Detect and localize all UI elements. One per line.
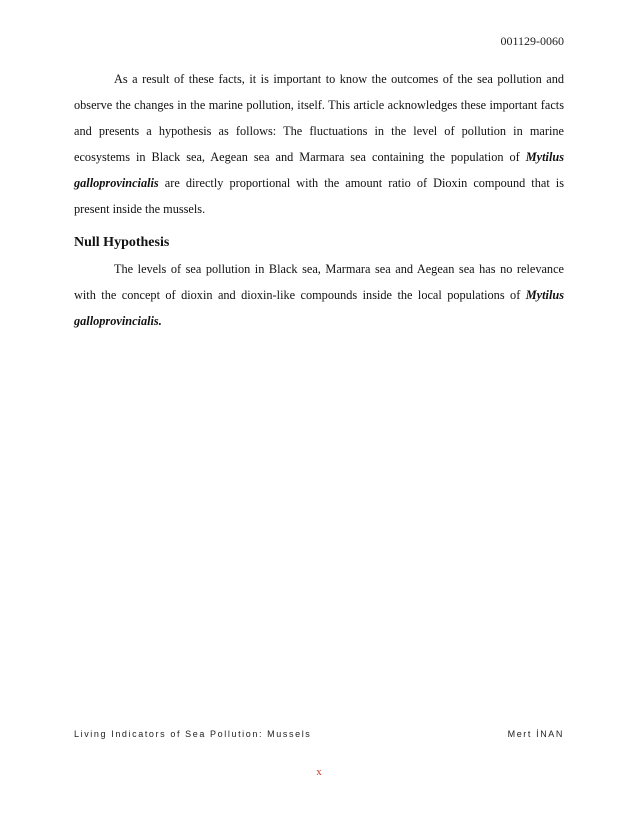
footer-title: Living Indicators of Sea Pollution: Mussels — [74, 729, 312, 739]
document-id: 001129-0060 — [500, 34, 564, 48]
species-name: Mytilus galloprovincialis. — [74, 288, 564, 328]
main-text — [74, 66, 564, 334]
paragraph-null-hypothesis — [74, 256, 564, 334]
paragraph-hypothesis — [74, 66, 564, 222]
footer-author: Mert İNAN — [507, 729, 564, 739]
species-name: Mytilus galloprovincialis — [74, 150, 564, 190]
page-number: x — [316, 766, 322, 778]
paragraph-text: The levels of sea pollution in Black sea, Marmara sea and Aegean sea has no relevance with the concept of dioxin and dioxin-like compounds inside the local populations of — [74, 262, 564, 302]
page-footer — [74, 729, 564, 739]
section-heading: Null Hypothesis — [74, 235, 170, 250]
paragraph-text: As a result of these facts, it is important to know the outcomes of the sea pollution and observe the changes in the marine pollution, itself. This article acknowledges these important facts and presents a hypothesis as follows: The fluctuations in the level of pollution in marine ecosystems in Black sea, Aegean sea and Marmara sea containing the population of — [74, 72, 564, 164]
paragraph-text: are directly proportional with the amount ratio of Dioxin compound that is present inside the mussels. — [74, 176, 564, 216]
